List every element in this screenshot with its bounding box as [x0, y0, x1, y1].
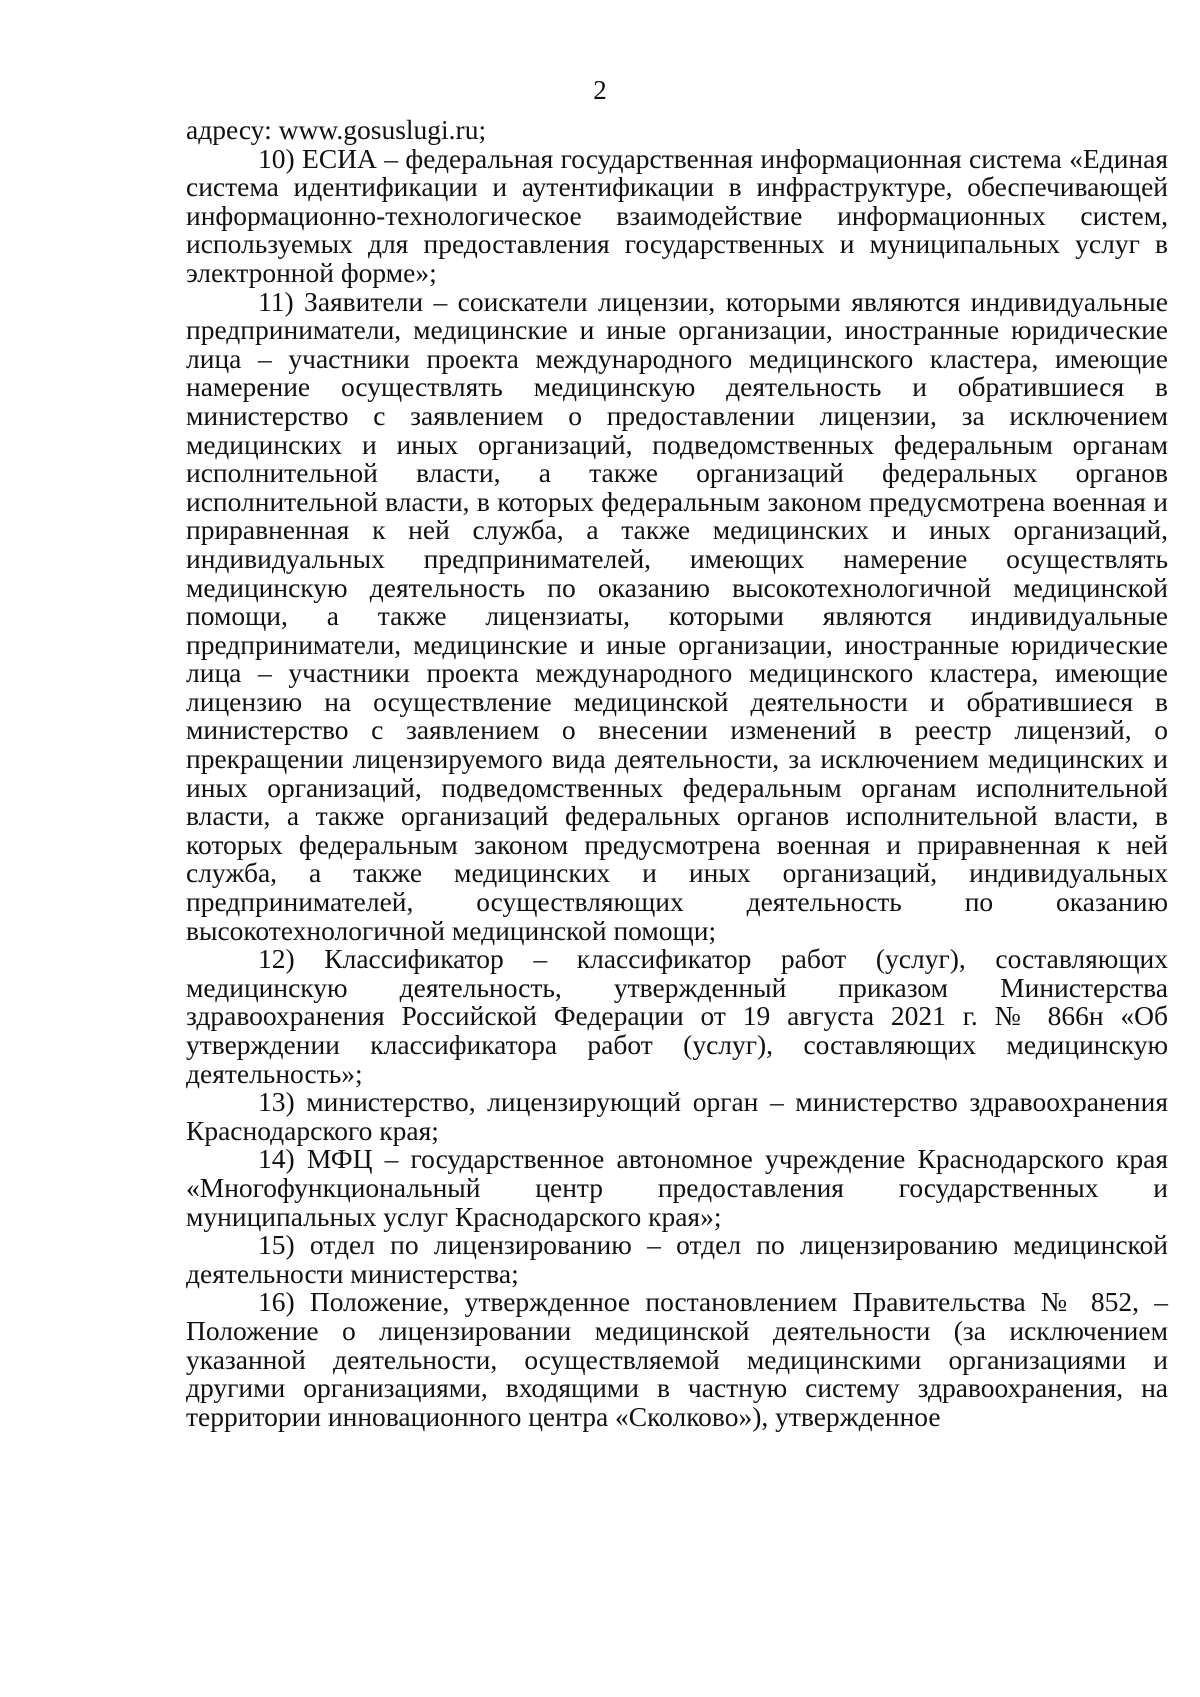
paragraph-address-continuation: адресу: www.gosuslugi.ru;: [186, 114, 487, 145]
page-number: 2: [593, 75, 607, 105]
paragraph-item-14-mfc: 14) МФЦ – государственное автономное учреждение Краснодарского края «Многофункциональный центр предоставления государственных и муниципальных услуг Краснодарского края»;: [186, 1143, 1168, 1232]
paragraph-item-16-regulation: 16) Положение, утвержденное постановлением Правительства № 852, – Положение о лицензировании медицинской деятельности (за исключением указанной деятельности, осуществляемой медицинскими организациями и другими организациями, входящими в частную систему здравоохранения, на территории инновационного центра «Сколково»), утвержденное: [186, 1286, 1168, 1432]
document-body: [186, 116, 1168, 1431]
paragraph-item-13-ministry: 13) министерство, лицензирующий орган – министерство здравоохранения Краснодарского края;: [186, 1086, 1168, 1146]
paragraph-item-15-licensing-department: 15) отдел по лицензированию – отдел по лицензированию медицинской деятельности министерства;: [186, 1229, 1168, 1289]
paragraph-item-11-applicants: 11) Заявители – соискатели лицензии, которыми являются индивидуальные предприниматели, медицинские и иные организации, иностранные юридические лица – участники проекта международного медицинского кластера, имеющие намерение осуществлять медицинскую деятельность и обратившиеся в министерство с заявлением о предоставлении лицензии, за исключением медицинских и иных организаций, подведомственных федеральным органам исполнительной власти, а также организаций федеральных органов исполнительной власти, в которых федеральным законом предусмотрена военная и приравненная к ней служба, а также медицинских и иных организаций, индивидуальных предпринимателей, имеющих намерение осуществлять медицинскую деятельность по оказанию высокотехнологичной медицинской помощи, а также лицензиаты, которыми являются индивидуальные предприниматели, медицинские и иные организации, иностранные юридические лица – участники проекта международного медицинского кластера, имеющие лицензию на осуществление медицинской деятельности и обратившиеся в министерство с заявлением о внесении изменений в реестр лицензий, о прекращении лицензируемого вида деятельности, за исключением медицинских и иных организаций, подведомственных федеральным органам исполнительной власти, а также организаций федеральных органов исполнительной власти, в которых федеральным законом предусмотрена военная и приравненная к ней служба, а также медицинских и иных организаций, индивидуальных предпринимателей, осуществляющих деятельность по оказанию высокотехнологичной медицинской помощи;: [186, 285, 1168, 946]
paragraph-item-12-classifier: 12) Классификатор – классификатор работ (услуг), составляющих медицинскую деятельность, утвержденный приказом Министерства здравоохранения Российской Федерации от 19 августа 2021 г. № 866н «Об утверждении классификатора работ (услуг), составляющих медицинскую деятельность»;: [186, 943, 1168, 1089]
paragraph-item-10-esia: 10) ЕСИА – федеральная государственная информационная система «Единая система идентификации и аутентификации в инфраструктуре, обеспечивающей информационно-технологическое взаимодействие информационных систем, используемых для предоставления государственных и муниципальных услуг в электронной форме»;: [186, 142, 1168, 288]
